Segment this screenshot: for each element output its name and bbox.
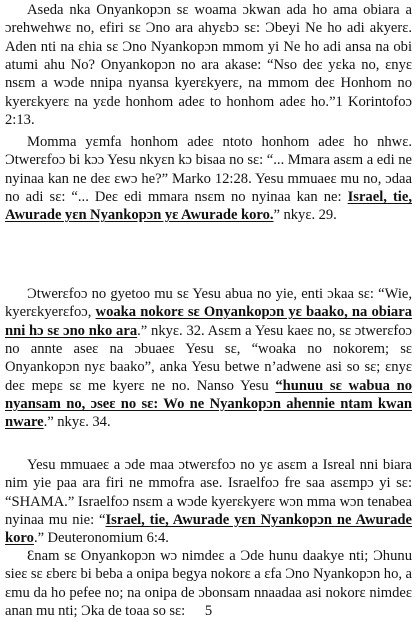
body-text: .” nkyɛ. 34. [43,414,111,431]
page-number: 5 [204,603,213,619]
emphasized-text: Israel, tie, Awurade yɛn Nyankopɔn yɛ Awurade koro. [5,189,412,224]
emphasized-text: “hunuu sɛ wabua no nyansam no, ɔseɛ no sɛ: Wo ne Nyankopɔn ahennie ntam kwan nware [5,377,412,431]
paragraph-3 [5,285,412,432]
paragraph-2 [5,133,412,225]
paragraph-4 [5,456,412,548]
body-text: .” Deuteronomium 6:4. [33,530,169,547]
body-text: Aseda nka Onyankopɔn sɛ woama ɔkwan ada ho ama obiara a ɔrehwehwɛ no, efiri sɛ Ɔno ara ahyɛbɔ sɛ: Ɔbeyi Ne ho adi akyerɛ. Aden nti na ɛhia sɛ Ɔno Nyankopɔn mmom yi Ne ho adi ansa na obi atumi ahu No? Onyankopɔn no ara akase: “Nso deɛ yɛka no, ɛnyɛ nsɛm a wɔde nnipa nyansa kyerɛkyerɛ, na mmom deɛ Honhom no kyerɛkyerɛ na yɛde honhom adeɛ to honhom adeɛ ho.”1 Korintofoɔ 2:13. [5,2,412,129]
emphasized-text: Israel, tie, Awurade yɛn Nyankopɔn ne Awurade koro [5,512,412,547]
paragraph-1 [5,1,412,129]
body-text: ” nkyɛ. 29. [273,207,337,224]
body-text: Ɛnam sɛ Onyankopɔn wɔ nimdeɛ a Ɔde hunu daakye nti; Ɔhunu sieɛ sɛ ɛberɛ bi beba a onipa begya nokorɛ a ɛfa Ɔno Nyankopɔn ho, a ɛmu da ho pefee no; na onipa de ɔbonsam nnaadaa asi nokorɛ nimdeɛ anan mu nti; Ɔka de toaa so sɛ: [5,548,412,620]
body-text: Ɔtwerɛfoɔ no gyetoo mu sɛ Yesu abua no yie, enti ɔkaa sɛ: “Wie, kyerɛkyerɛfoɔ, [5,286,412,321]
body-text: Yesu mmuaeɛ a ɔde maa ɔtwerɛfoɔ no yɛ asɛm a Isreal nni biara nim yie paa ara firi ne mmofra ase. Israelfoɔ fre saa asɛmpɔ yi sɛ: “SHAMA.” Israelfoɔ nsɛm a wɔde kyerɛkyerɛ wɔn mma wɔn tenabea nyinaa mu nie: “ [5,457,412,529]
emphasized-text: woaka nokorɛ sɛ Onyankopɔn yɛ baako, na obiara nni hɔ sɛ ɔno nko ara [5,304,412,339]
body-text: Momma yɛmfa honhom adeɛ ntoto honhom adeɛ ho nhwɛ. Ɔtwerɛfoɔ bi kɔɔ Yesu nkyɛn kɔ bisaa no sɛ: “... Mmara asɛm a edi ne nyinaa kan ne deɛ ɛwɔ he?” Marko 12:28. Yesu mmuaeɛ mu no, ɔdaa no adi sɛ: “... Deɛ edi mmara nsɛm no nyinaa kan ne: [5,134,412,206]
body-text: .” nkyɛ. 32. Asɛm a Yesu kaeɛ no, sɛ ɔtwerɛfoɔ no annte aseɛ na ɔbuaeɛ Yesu sɛ, “woaka no nokorem; sɛ Onyankopɔn nyɛ baako”, anka Yesu betwe n’adwene asi so sɛ; ɛnyɛ deɛ mepɛ sɛ me kyerɛ ne no. Nanso Yesu [5,322,413,394]
